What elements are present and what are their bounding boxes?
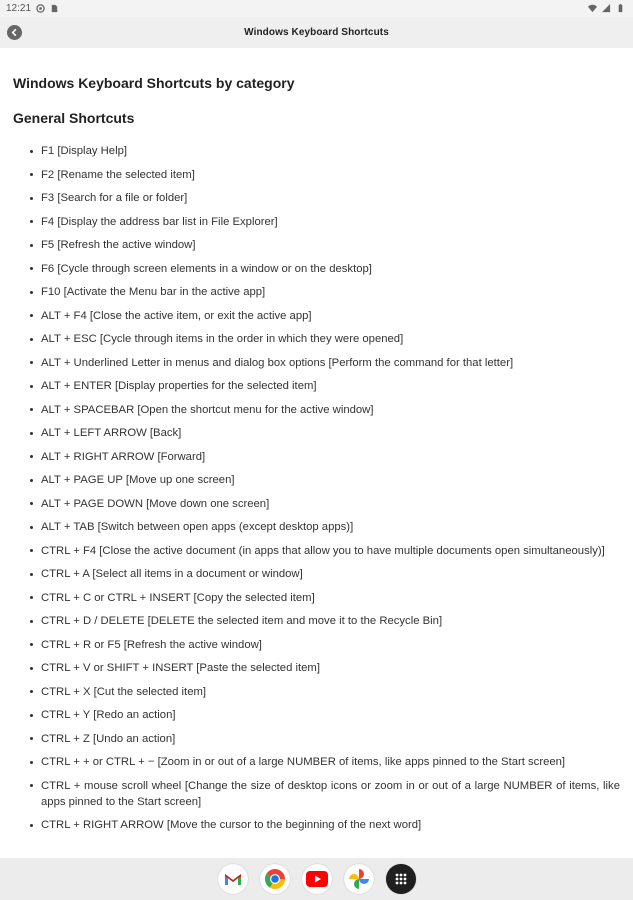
- shortcut-list-item: CTRL + R or F5 [Refresh the active window]: [30, 637, 620, 653]
- shortcut-list-item: F6 [Cycle through screen elements in a window or on the desktop]: [30, 261, 620, 277]
- battery-icon: [616, 4, 625, 13]
- shortcut-list-item: ALT + Underlined Letter in menus and dialog box options [Perform the command for that letter]: [30, 355, 620, 371]
- shortcut-list-item: CTRL + A [Select all items in a document or window]: [30, 566, 620, 582]
- section-heading: General Shortcuts: [13, 110, 135, 126]
- status-time: 12:21: [6, 3, 32, 14]
- shortcut-list-item: ALT + PAGE UP [Move up one screen]: [30, 472, 620, 488]
- shortcut-list-item: CTRL + X [Cut the selected item]: [30, 684, 620, 700]
- photos-app[interactable]: [344, 864, 374, 894]
- shortcut-list-item: ALT + ENTER [Display properties for the selected item]: [30, 378, 620, 394]
- back-button[interactable]: [7, 25, 22, 40]
- sd-card-icon: [50, 4, 59, 13]
- app-drawer-button[interactable]: [386, 864, 416, 894]
- notification-icon: [36, 4, 45, 13]
- shortcut-list-item: CTRL + mouse scroll wheel [Change the size of desktop icons or zoom in or out of a large NUMBER of items, like apps pinned to the Start screen]: [30, 778, 620, 810]
- shortcut-list-item: ALT + TAB [Switch between open apps (except desktop apps)]: [30, 519, 620, 535]
- shortcut-list-item: F4 [Display the address bar list in File Explorer]: [30, 214, 620, 230]
- shortcut-list-item: ALT + F4 [Close the active item, or exit the active app]: [30, 308, 620, 324]
- signal-icon: [602, 4, 611, 13]
- shortcut-list-item: ALT + RIGHT ARROW [Forward]: [30, 449, 620, 465]
- shortcut-list-item: ALT + ESC [Cycle through items in the order in which they were opened]: [30, 331, 620, 347]
- shortcut-list-item: F2 [Rename the selected item]: [30, 167, 620, 183]
- gmail-icon: [224, 872, 242, 886]
- app-toolbar: [0, 17, 633, 48]
- chevron-left-icon: [10, 28, 19, 37]
- shortcut-list-item: ALT + LEFT ARROW [Back]: [30, 425, 620, 441]
- youtube-icon: [306, 871, 328, 887]
- shortcut-list-item: CTRL + + or CTRL + − [Zoom in or out of a large NUMBER of items, like apps pinned to the Start screen]: [30, 754, 620, 770]
- shortcut-list-item: CTRL + Y [Redo an action]: [30, 707, 620, 723]
- shortcut-list-item: CTRL + Z [Undo an action]: [30, 731, 620, 747]
- chrome-app[interactable]: [260, 864, 290, 894]
- wifi-icon: [588, 4, 597, 13]
- shortcut-list-item: F5 [Refresh the active window]: [30, 237, 620, 253]
- chrome-icon: [263, 867, 287, 891]
- app-drawer-icon: [394, 872, 408, 886]
- shortcut-list-item: F1 [Display Help]: [30, 143, 620, 159]
- gmail-app[interactable]: [218, 864, 248, 894]
- shortcut-list-item: CTRL + C or CTRL + INSERT [Copy the selected item]: [30, 590, 620, 606]
- shortcut-list-item: CTRL + V or SHIFT + INSERT [Paste the selected item]: [30, 660, 620, 676]
- shortcut-list-item: CTRL + D / DELETE [DELETE the selected item and move it to the Recycle Bin]: [30, 613, 620, 629]
- shortcut-list-item: F10 [Activate the Menu bar in the active app]: [30, 284, 620, 300]
- shortcut-list-item: CTRL + RIGHT ARROW [Move the cursor to the beginning of the next word]: [30, 817, 620, 833]
- shortcut-list-item: ALT + PAGE DOWN [Move down one screen]: [30, 496, 620, 512]
- navigation-dock: [0, 858, 633, 900]
- toolbar-title: Windows Keyboard Shortcuts: [244, 27, 389, 38]
- photos-icon: [348, 868, 370, 890]
- status-bar: [0, 0, 633, 17]
- shortcut-list: [30, 143, 620, 841]
- shortcut-list-item: CTRL + F4 [Close the active document (in apps that allow you to have multiple documents open simultaneously)]: [30, 543, 620, 559]
- youtube-app[interactable]: [302, 864, 332, 894]
- page-heading: Windows Keyboard Shortcuts by category: [13, 75, 295, 91]
- shortcut-list-item: F3 [Search for a file or folder]: [30, 190, 620, 206]
- shortcut-list-item: ALT + SPACEBAR [Open the shortcut menu for the active window]: [30, 402, 620, 418]
- content-area[interactable]: [0, 48, 633, 858]
